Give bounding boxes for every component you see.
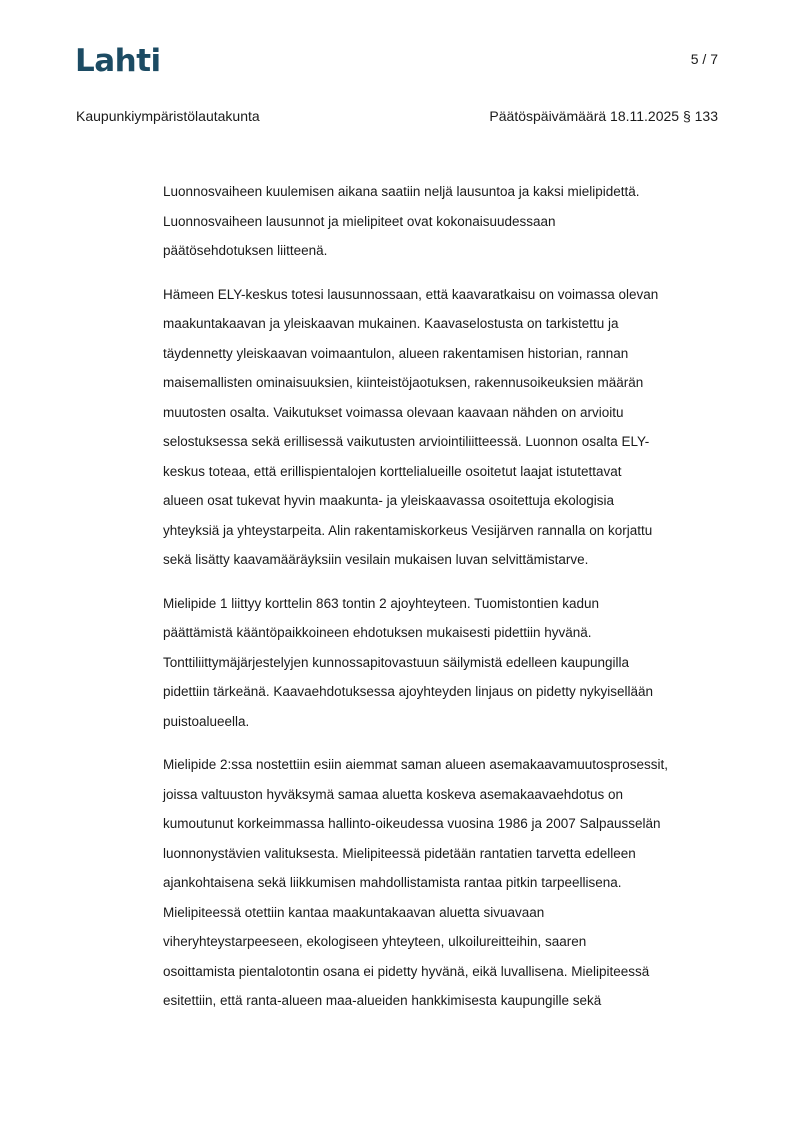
text-line: Luonnosvaiheen kuulemisen aikana saatiin neljä lausuntoa ja kaksi mielipidettä. [163,184,640,199]
text-line: maakuntakaavan ja yleiskaavan mukainen. Kaavaselostusta on tarkistettu ja [163,316,619,331]
paragraph-draft-phase-summary [163,177,723,266]
text-line: selostuksessa sekä erillisessä vaikutusten arviointiliitteessä. Luonnon osalta ELY- [163,434,650,449]
text-line: kumoutunut korkeimmassa hallinto-oikeudessa vuosina 1986 ja 2007 Salpausselän [163,816,661,831]
document-header [76,107,718,125]
text-line: päätösehdotuksen liitteenä. [163,243,328,258]
text-line: puistoalueella. [163,713,250,729]
text-line: esitettiin, että ranta-alueen maa-alueiden hankkimisesta kaupungille sekä [163,993,602,1008]
document-body [163,177,723,1030]
text-line: muutosten osalta. Vaikutukset voimassa olevaan kaavaan nähden on arvioitu [163,404,624,420]
text-line: Mielipide 1 liittyy korttelin 863 tontin 2 ajoyhteyteen. Tuomistontien kadun [163,595,600,611]
lahti-logo: Lahti [75,43,161,79]
text-line: päättämistä kääntöpaikkoineen ehdotuksen mukaisesti pidettiin hyvänä. [163,625,592,640]
text-line: luonnonystävien valituksesta. Mielipiteessä pidetään rantatien tarvetta edelleen [163,845,636,861]
text-line: Mielipide 2:ssa nostettiin esiin aiemmat saman alueen asemakaavamuutosprosessit, [163,757,669,772]
text-line: pidettiin tärkeänä. Kaavaehdotuksessa ajoyhteyden linjaus on pidetty nykyisellään [163,684,654,699]
text-line: yhteyksiä ja yhteystarpeita. Alin rakentamiskorkeus Vesijärven rannalla on korjattu [163,522,653,538]
text-line: sekä lisätty kaavamääräyksiin vesilain mukaisen luvan selvittämistarve. [163,552,589,567]
paragraph-opinion-1 [163,589,723,737]
text-line: keskus toteaa, että erillispientalojen korttelialueille osoitetut laajat istutettavat [163,463,622,479]
text-line: Luonnosvaiheen lausunnot ja mielipiteet ovat kokonaisuudessaan [163,213,556,229]
text-line: Mielipiteessä otettiin kantaa maakuntakaavan aluetta sivuavaan [163,904,545,920]
text-line: joissa valtuuston hyväksymä samaa aluetta koskeva asemakaavaehdotus on [163,786,624,802]
text-line: osoittamista pientalotontin osana ei pidetty hyvänä, eikä luvallisena. Mielipiteessä [163,963,650,979]
text-line: Hämeen ELY-keskus totesi lausunnossaan, että kaavaratkaisu on voimassa olevan [163,286,659,302]
text-line: Tonttiliittymäjärjestelyjen kunnossapitovastuun säilymistä edelleen kaupungilla [163,654,630,670]
text-line: täydennetty yleiskaavan voimaantulon, alueen rakentamisen historian, rannan [163,345,629,361]
decision-date-section: Päätöspäivämäärä 18.11.2025 § 133 [489,108,718,124]
paragraph-opinion-2 [163,750,723,1016]
text-line: alueen osat tukevat hyvin maakunta- ja yleiskaavassa osoitettuja ekologisia [163,493,615,508]
text-line: ajankohtaisena sekä liikkumisen mahdollistamista rantaa pitkin tarpeellisena. [163,875,622,890]
paragraph-ely-statement [163,280,723,575]
text-line: maisemallisten ominaisuuksien, kiinteistöjaotuksen, rakennusoikeuksien määrän [163,375,644,390]
page-number: 5 / 7 [690,51,718,67]
committee-name: Kaupunkiympäristölautakunta [76,108,260,124]
text-line: viheryhteystarpeeseen, ekologiseen yhteyteen, ulkoilureitteihin, saaren [163,934,587,949]
